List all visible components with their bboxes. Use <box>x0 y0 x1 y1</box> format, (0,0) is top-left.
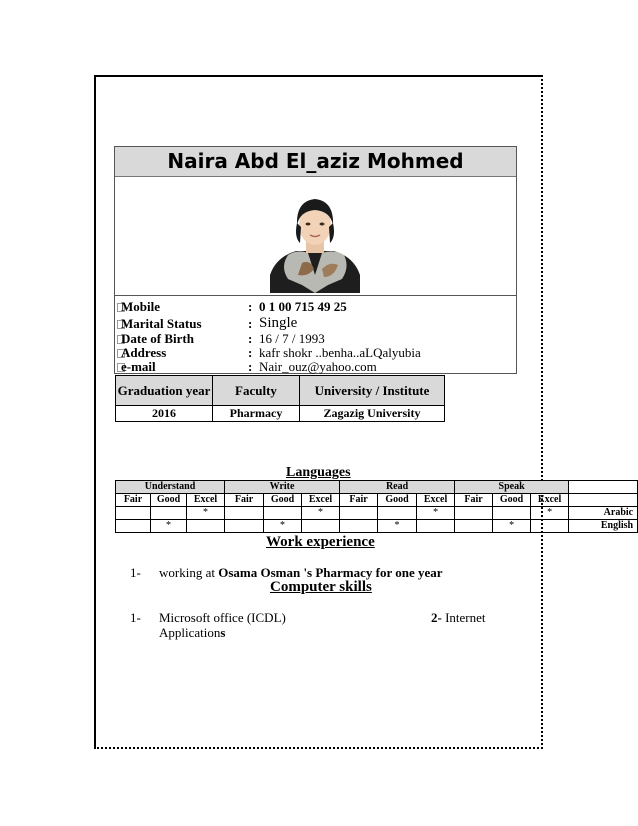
info-colon: : <box>248 316 253 331</box>
info-value: Single <box>259 315 298 331</box>
info-label: e-mail <box>121 359 156 374</box>
skill-item-internet <box>431 610 486 626</box>
work-item-text: Osama Osman 's Pharmacy for one year <box>218 565 443 580</box>
education-cell: 2016 <box>116 406 213 422</box>
education-header: Graduation year <box>116 376 213 406</box>
mark-cell <box>116 507 151 520</box>
level-header: Good <box>151 494 187 507</box>
info-label: Marital Status <box>121 316 202 331</box>
education-header: University / Institute <box>300 376 445 406</box>
skill-internet-text: Internet <box>441 610 486 625</box>
mark-cell <box>378 507 417 520</box>
info-date-of-birth <box>117 331 325 346</box>
full-name: Naira Abd El_aziz Mohmed <box>115 147 516 177</box>
info-value: Nair_ouz@yahoo.com <box>259 359 377 374</box>
language-group-header: Write <box>225 481 340 494</box>
mark-cell <box>225 507 264 520</box>
mark-cell: * <box>378 520 417 533</box>
education-header: Faculty <box>213 376 300 406</box>
mark-cell: * <box>493 520 531 533</box>
mark-cell: * <box>531 507 569 520</box>
info-label: Date of Birth <box>121 331 194 346</box>
mark-cell <box>225 520 264 533</box>
level-header: Excel <box>302 494 340 507</box>
mark-cell <box>455 507 493 520</box>
info-mobile <box>117 299 347 314</box>
info-label: Mobile <box>121 299 160 314</box>
level-header: Excel <box>531 494 569 507</box>
mark-cell <box>187 520 225 533</box>
computer-skills-title: Computer skills <box>270 579 372 595</box>
mark-cell <box>417 520 455 533</box>
mark-cell <box>493 507 531 520</box>
education-cell: Zagazig University <box>300 406 445 422</box>
info-colon: : <box>248 345 253 360</box>
mark-cell <box>340 507 378 520</box>
mark-cell <box>151 507 187 520</box>
info-marital-status <box>117 315 298 331</box>
level-header: Fair <box>455 494 493 507</box>
level-header: Fair <box>225 494 264 507</box>
level-header: Good <box>493 494 531 507</box>
work-experience-title: Work experience <box>266 534 375 550</box>
mark-cell: * <box>302 507 340 520</box>
mark-cell: * <box>264 520 302 533</box>
education-table <box>115 375 445 422</box>
language-group-blank <box>569 481 638 494</box>
info-colon: : <box>248 331 253 346</box>
level-header: Fair <box>116 494 151 507</box>
mark-cell: * <box>187 507 225 520</box>
profile-photo <box>268 193 362 293</box>
skill-line2-end: s <box>220 625 226 640</box>
skill-line2: Application <box>159 625 221 640</box>
skill-item-ms-office-cont <box>159 625 225 641</box>
work-item-prefix: working at <box>159 565 219 580</box>
language-name: English <box>569 520 638 533</box>
language-group-header: Understand <box>116 481 225 494</box>
level-header: Good <box>264 494 302 507</box>
education-cell: Pharmacy <box>213 406 300 422</box>
skill-item-number-2: 2- <box>431 610 442 625</box>
education-row <box>116 406 445 422</box>
info-colon: : <box>248 299 253 314</box>
info-address <box>117 345 421 360</box>
language-row-arabic <box>116 507 638 520</box>
work-item-number: 1- <box>130 565 141 580</box>
languages-title: Languages <box>286 465 351 480</box>
language-row-english <box>116 520 638 533</box>
mark-cell <box>340 520 378 533</box>
mark-cell: * <box>151 520 187 533</box>
mark-cell <box>531 520 569 533</box>
mark-cell: * <box>417 507 455 520</box>
info-colon: : <box>248 359 253 374</box>
education-header-row <box>116 376 445 406</box>
info-email <box>117 359 377 374</box>
level-header: Fair <box>340 494 378 507</box>
mark-cell <box>455 520 493 533</box>
language-subheader-row <box>116 494 638 507</box>
language-group-header: Read <box>340 481 455 494</box>
level-header: Excel <box>187 494 225 507</box>
info-value: 0 1 00 715 49 25 <box>259 299 347 314</box>
mark-cell <box>264 507 302 520</box>
level-header-blank <box>569 494 638 507</box>
languages-table <box>115 480 638 533</box>
skill-item-number: 1- <box>130 610 141 625</box>
language-group-row <box>116 481 638 494</box>
mark-cell <box>116 520 151 533</box>
info-label: Address <box>121 345 167 360</box>
level-header: Good <box>378 494 417 507</box>
info-value: kafr shokr ..benha..aLQalyubia <box>259 345 421 360</box>
level-header: Excel <box>417 494 455 507</box>
language-group-header: Speak <box>455 481 569 494</box>
info-value: 16 / 7 / 1993 <box>259 331 325 346</box>
skill-item-ms-office: Microsoft office (ICDL) <box>159 610 286 625</box>
mark-cell <box>302 520 340 533</box>
language-name: Arabic <box>569 507 638 520</box>
